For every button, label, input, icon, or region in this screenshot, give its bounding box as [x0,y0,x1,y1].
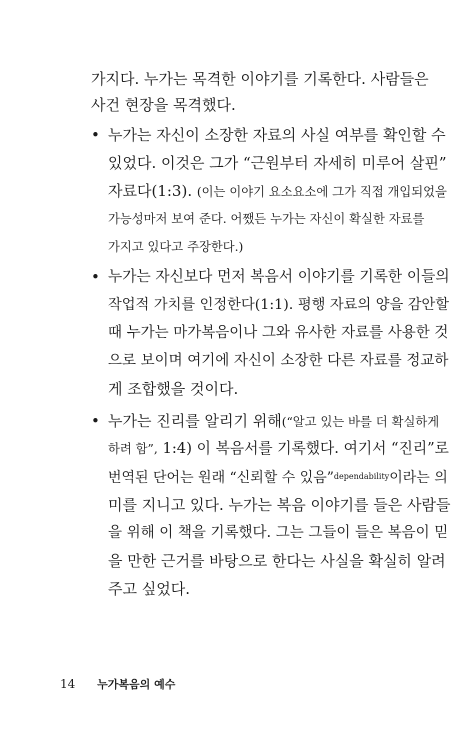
page-footer [60,676,175,693]
bullet-marker: • [91,126,100,144]
page-number: 14 [60,677,76,691]
gloss-text: dependability [333,472,390,481]
aside-text: 가능성마저 보여 준다. 어쨌든 누가는 자신이 확실한 자료를 [108,212,425,226]
text-line [108,438,449,460]
text-run: 이라는 의 [389,470,448,486]
text-line: 주고 싶었다. [108,580,190,598]
text-line: 미를 지니고 있다. 누가는 복음 이야기를 들은 사람들 [108,496,451,514]
text-line: 때 누가는 마가복음이나 그와 유사한 자료를 사용한 것 [108,325,449,341]
text-run: 자료다(1:3). [108,182,193,200]
aside-text: 하려 함”, [108,442,158,456]
text-run: 1:4) 이 복음서를 기록했다. 여기서 “진리”로 [162,440,449,457]
aside-text: (“알고 있는 바를 더 확실하게 [281,415,440,429]
text-line: 가지다. 누가는 목격한 이야기를 기록한다. 사람들은 [91,70,429,88]
text-line: 누가는 자신보다 먼저 복음서 이야기를 기록한 이들의 [108,268,450,285]
bullet-marker: • [91,268,100,286]
bullet-marker: • [91,412,100,430]
text-line [108,410,439,433]
text-line: 사건 현장을 목격했다. [91,96,236,114]
text-line: 누가는 자신이 소장한 자료의 사실 여부를 확인할 수 [108,126,446,144]
text-line: 있었다. 이것은 그가 “근원부터 자세히 미루어 살핀” [108,154,447,172]
text-line: 으로 보이며 여기에 자신이 소장한 다른 자료를 정교하 [108,353,449,369]
text-line: 게 조합했을 것이다. [108,380,239,398]
text-run: 번역된 단어는 원래 “신뢰할 수 있음” [108,470,334,486]
text-line [108,180,447,203]
text-line [108,466,448,489]
aside-text: 가지고 있다고 주장한다.) [108,240,244,254]
text-line: 작업적 가치를 인정한다(1:1). 평행 자료의 양을 감안할 [108,297,450,313]
aside-text: (이는 이야기 요소요소에 그가 직접 개입되었을 [196,185,447,199]
text-line: 을 위해 이 책을 기록했다. 그는 그들이 들은 복음이 믿 [108,525,449,541]
running-title: 누가복음의 예수 [97,678,176,691]
text-line: 을 만한 근거를 바탕으로 한다는 사실을 확실히 알려 [108,552,446,570]
text-run: 누가는 진리를 알리기 위해 [108,412,282,430]
